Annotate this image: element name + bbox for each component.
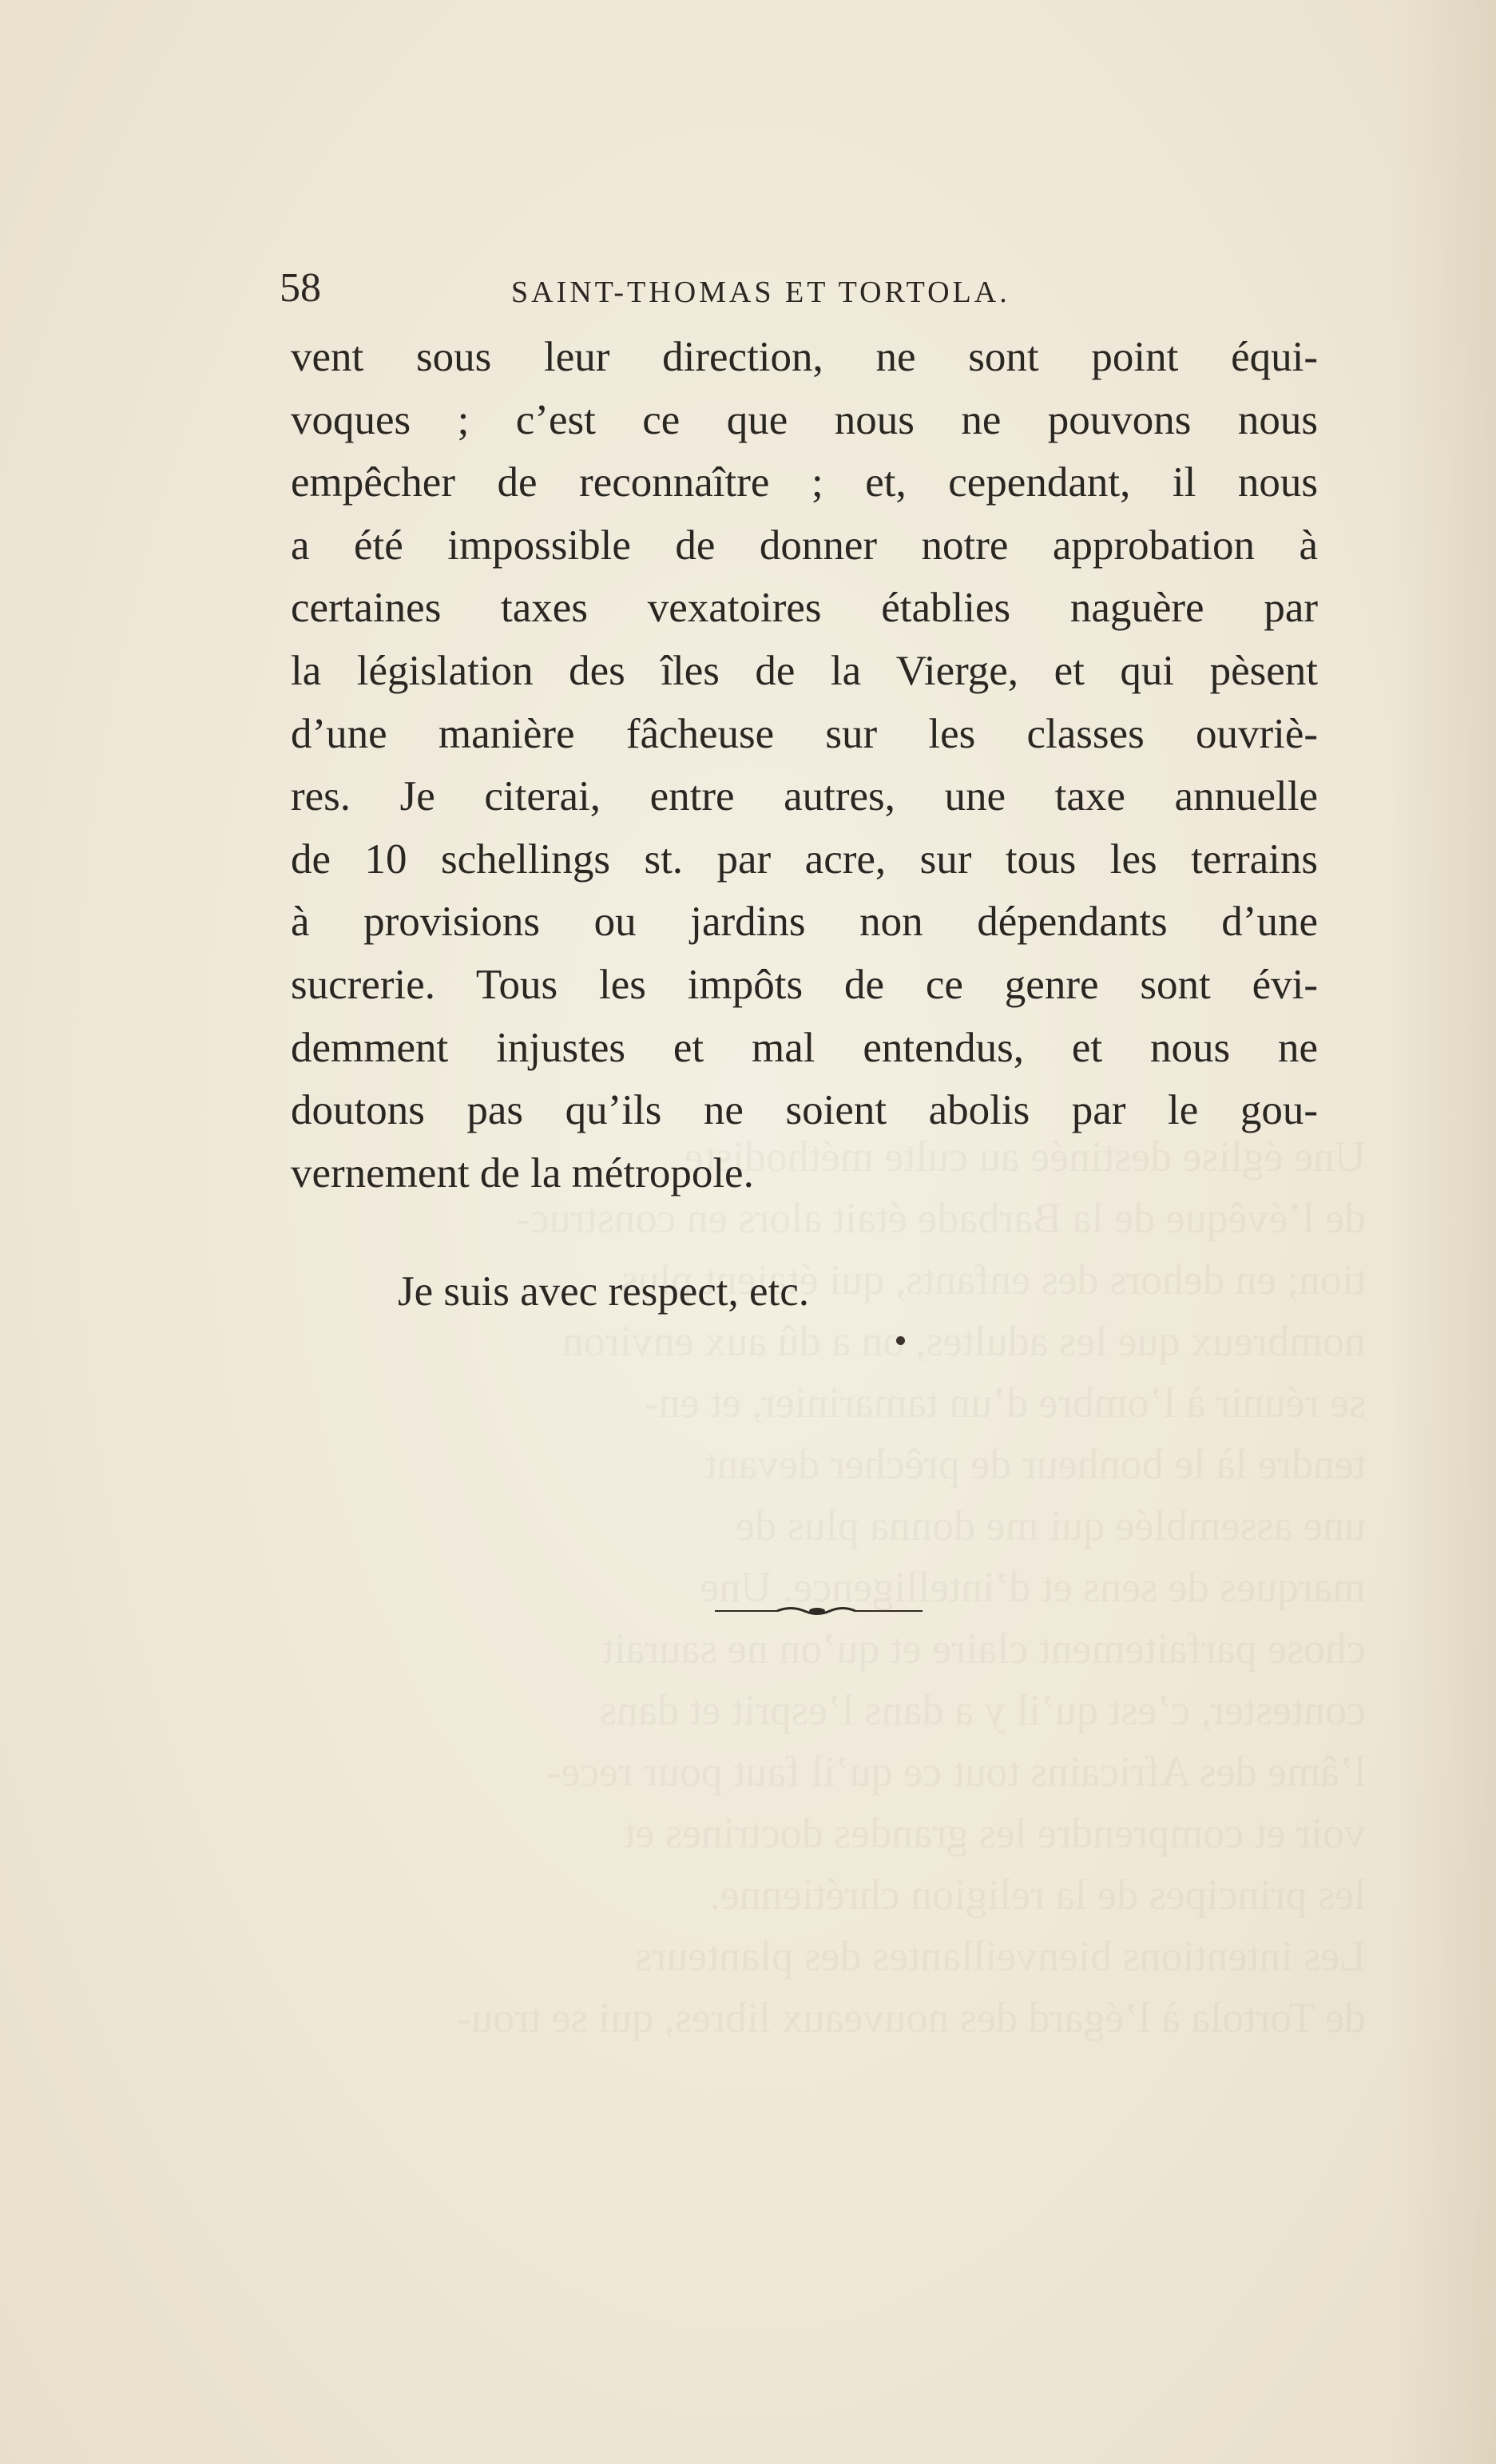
text-line: de 10 schellings st. par acre, sur tous les terrains [291,835,1318,883]
ink-dot [896,1336,905,1345]
text-line: vernement de la métropole. [291,1149,754,1196]
running-title: SAINT-THOMAS ET TORTOLA. [511,276,1010,309]
page-edge-shadow [1392,0,1496,2464]
text-line: d’une manière fâcheuse sur les classes ouvriè- [291,710,1318,757]
end-ornament-rule [715,1602,923,1620]
text-line: a été impossible de donner notre approbation à [291,522,1318,569]
text-line: empêcher de reconnaître ; et, cependant, il nous [291,459,1318,506]
text-line: à provisions ou jardins non dépendants d’une [291,899,1318,946]
text-line: demment injustes et mal entendus, et nous ne [291,1024,1318,1071]
text-line: sucrerie. Tous les impôts de ce genre sont évi- [291,961,1318,1008]
body-paragraph [291,326,1318,1204]
text-line: vent sous leur direction, ne sont point équi- [291,334,1318,380]
text-line: la législation des îles de la Vierge, et qui pèsent [291,647,1318,694]
text-line: voques ; c’est ce que nous ne pouvons nous [291,396,1318,443]
text-line: certaines taxes vexatoires établies naguère par [291,585,1318,632]
show-through-texture [200,1126,1366,2464]
running-header [280,260,1374,316]
page-number: 58 [280,265,321,311]
text-line: res. Je citerai, entre autres, une taxe annuelle [291,773,1318,820]
text-line: doutons pas qu’ils ne soient abolis par le gou- [291,1087,1318,1134]
closing-line: Je suis avec respect, etc. [398,1268,810,1315]
